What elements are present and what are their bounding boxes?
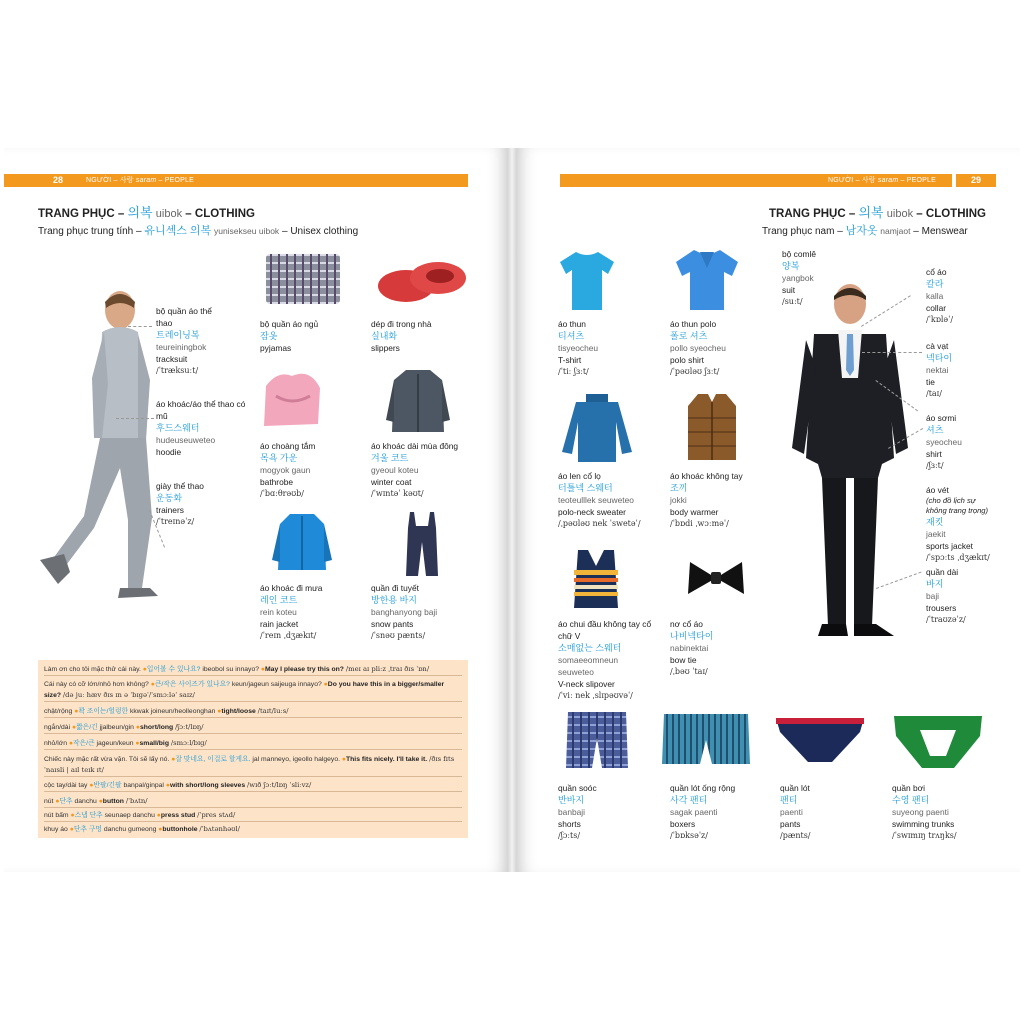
phrase-rom: seunaep danchu [104,812,155,819]
phrase-ipa: /ˈpres stʌd/ [197,811,236,819]
label-rom: syeocheu [926,437,962,447]
item-en: polo shirt [670,355,704,365]
item-body-warmer [670,470,788,530]
label-ipa: /ˈspɔːts ˌdʒækɪt/ [926,553,990,562]
item-en: swimming trunks [892,819,955,829]
label-rom: hudeuseuweteo [156,435,216,445]
phrase-ko: 꽉 조이는/헐렁한 [78,708,129,715]
item-ko: 겨울 코트 [371,453,409,463]
phrase-vi: chật/rộng [44,708,73,715]
label-ko: 트레이닝복 [156,330,200,340]
item-en: T-shirt [558,355,582,365]
item-ipa: /ˈreɪn ˌdʒækɪt/ [260,631,317,640]
item-vi: dép đi trong nhà [371,319,432,329]
label-vi: cà vạt [926,341,949,351]
phrase-en: buttonhole [162,826,198,833]
phrase-vi: cộc tay/dài tay [44,782,88,789]
item-ipa: /ˈsnəʊ pænts/ [371,631,426,640]
item-bathrobe [260,440,378,500]
item-en: rain jacket [260,619,299,629]
item-bow-tie [670,618,788,678]
item-vi: áo khoác không tay [670,471,743,481]
item-en: V-neck slipover [558,679,615,689]
label-en: trousers [926,603,957,613]
item-ko: 조끼 [670,483,688,493]
pants-illustration [774,714,866,766]
item-vi: áo khoác dài mùa đông [371,441,459,451]
item-ko: 사각 팬티 [670,795,708,805]
item-ko: 실내화 [371,331,398,341]
polo-shirt-illustration [674,246,740,312]
label-ko: 후드스웨터 [156,423,200,433]
phrase-ko: 작은/큰 [72,740,95,747]
label-vi: áo sơmi [926,413,957,423]
phrase-row: Cái này có cỡ lớn/nhỏ hơn không? ●큰/작은 사이즈가 있나요? keun/jageun saijeuga innayo? ●Do you have this in a bigger/smaller size? /də juː hæv ðɪs ɪn ə ˈbɪgəˈ/ˈsmɔːləˈ saɪz/ [44,680,462,702]
phrase-vi: nút bấm [44,812,69,819]
phrase-row: khuy áo ●단추 구멍 danchu gumeong ●buttonhole /ˈbʌtənhəʊl/ [44,825,240,833]
item-en: slippers [371,343,400,353]
label-rom: nektai [926,365,949,375]
phrase-rom: danchu gumeong [103,826,157,833]
phrase-ipa: /taɪt/luːs/ [257,707,289,715]
phrase-row: nút bấm ●스냅 단추 seunaep danchu ●press stud /ˈpres stʌd/ [44,810,462,822]
item-winter-coat [371,440,489,500]
item-rom: rein koteu [260,607,297,617]
subtitle-ko: 유니섹스 의복 [144,225,212,237]
phrase-vi: Làm ơn cho tôi mặc thử cái này. [44,666,141,673]
page-title: TRANG PHỤC – 의복 uibok – CLOTHING [38,205,255,220]
item-rain-jacket [260,582,378,642]
header-en: PEOPLE [906,177,936,184]
phrase-ko: 잘 맞네요, 이걸로 할게요. [175,756,251,763]
item-vi: quần bơi [892,783,925,793]
page-title: TRANG PHỤC – 의복 uibok – CLOTHING [769,205,986,220]
phrase-rom: keun/jageun saijeuga innayo? [231,681,322,688]
phrase-en: press stud [160,812,196,819]
item-vi: áo len cổ lọ [558,471,601,481]
label-en: hoodie [156,447,182,457]
label-ko: 넥타이 [926,353,953,363]
item-ko: 팬티 [780,795,798,805]
phrase-rom: danchu [74,798,97,805]
item-vi: quần lót [780,783,810,793]
item-rom: sagak paenti [670,807,718,817]
item-boxers [670,782,788,842]
leader-line [116,418,154,419]
phrase-ipa: /ʃɔːt/lɒŋ/ [175,723,204,731]
item-ipa: /ˈbɒksəˈz/ [670,831,708,840]
label-en: trainers [156,505,184,515]
phrase-row: cộc tay/dài tay ●반팔/긴팔 banpal/ginpal ●with short/long sleeves /wɪð ʃɔːt/lɒŋ ˈsliːvz/ [44,780,462,792]
subtitle-vi: Trang phục nam [762,226,835,237]
header-ko: 사람 [861,177,876,184]
phrase-en: This fits nicely. I'll take it. [346,756,428,763]
title-ko: 의복 [127,205,153,220]
label-shirt [926,412,1012,472]
v-neck-slipover-illustration [570,546,622,610]
item-rom: mogyok gaun [260,465,311,475]
phrase-en: short/long [139,724,174,731]
item-ipa: /ˈtiː ʃɜːt/ [558,367,589,376]
item-vi: nơ cổ áo [670,619,703,629]
open-book [4,148,1020,872]
item-pyjamas [260,318,378,354]
label-ko: 칼라 [926,279,944,289]
phrase-row: Làm ơn cho tôi mặc thử cái này. ●입어볼 수 있나요? ibeobol su innayo? ●May I please try this on? /meɪ aɪ pliːz ˌtraɪ ðɪs ˈɒn/ [44,664,462,676]
label-ipa: /suːt/ [782,297,803,306]
item-ipa: /ˈwɪntəˈ kəʊt/ [371,489,424,498]
label-hoodie [156,398,256,458]
item-rom: teoteulllek seuweteo [558,495,634,505]
phrase-box [38,660,468,838]
item-rom: pollo syeocheu [670,343,726,353]
item-swimming-trunks [892,782,1010,842]
item-ko: 티셔츠 [558,331,585,341]
item-ipa: /ˈbɒdi ˌwɔːməˈ/ [670,519,729,528]
phrase-rom: jal manneyo, igeollo halgeyo. [252,756,340,763]
snow-pants-illustration [402,510,442,578]
item-vi: quần lót ống rộng [670,783,736,793]
phrase-vi: Cái này có cỡ lớn/nhỏ hơn không? [44,681,149,688]
phrase-row: Chiếc này mặc rất vừa vặn. Tôi sẽ lấy nó. ●잘 맞네요, 이걸로 할게요. jal manneyo, igeollo halgeyo. ●This fits nicely. I'll take it. /ðɪs fɪts ˈnaɪsli | aɪl teɪk ɪt/ [44,754,462,777]
label-vi: bộ comlê [782,249,816,259]
subtitle-vi: Trang phục trung tính [38,226,134,237]
body-warmer-illustration [684,390,740,462]
item-ipa: /ˈbɑːθrəʊb/ [260,489,304,498]
phrase-en: button [102,798,124,805]
phrase-ipa: /ðɪs fɪts ˈnaɪsli | aɪl teɪk ɪt/ [44,755,455,774]
polo-neck-sweater-illustration [558,392,636,464]
label-en: sports jacket [926,541,974,551]
phrase-ko: 짧은/긴 [76,724,98,731]
item-ko: 폴로 셔츠 [670,331,708,341]
phrase-rom: kkwak joineun/heolleonghan [129,708,216,715]
phrase-ipa: /ˈbʌtn/ [125,797,148,805]
header-ko: 사람 [119,177,134,184]
shorts-illustration [564,708,630,774]
label-en: shirt [926,449,942,459]
header-rom: saram [877,177,899,184]
label-vi: giày thể thao [156,481,204,491]
label-ipa: /ˈtreɪnəˈz/ [156,517,195,526]
label-rom: baji [926,591,940,601]
item-ko: 나비넥타이 [670,631,714,641]
label-ko: 바지 [926,579,944,589]
leader-line [862,352,922,353]
phrase-row: ngắn/dài ●짧은/긴 jjalbeun/gin ●short/long /ʃɔːt/lɒŋ/ [44,722,462,734]
label-ipa: /ˈtraʊzəˈz/ [926,615,966,624]
item-ipa: /ˈviː nek ˌslɪpəʊvəˈ/ [558,691,633,700]
label-vi: quần dài [926,567,959,577]
item-rom: gyeoul koteu [371,465,419,475]
label-en: suit [782,285,796,295]
bathrobe-illustration [258,366,326,432]
label-tracksuit [156,305,256,377]
label-rom: teureiningbok [156,342,207,352]
title-en: CLOTHING [194,208,255,220]
item-ko: 잠옷 [260,331,278,341]
phrase-row: nút ●단추 danchu ●button /ˈbʌtn/ [44,796,462,808]
label-trousers [926,566,1012,626]
item-rom: paenti [780,807,803,817]
phrase-vi: nút [44,798,54,805]
phrase-ko: 큰/작은 사이즈가 있나요? [154,681,230,688]
phrase-ipa: /ˈbʌtənhəʊl/ [199,825,240,833]
man-tracksuit-illustration [34,288,174,618]
item-ko: 레인 코트 [260,595,298,605]
title-vi: TRANG PHỤC [38,208,115,220]
item-en: shorts [558,819,581,829]
phrase-en: Do you have this in a bigger/smaller size? [44,681,445,699]
label-ipa: /ˈtræksuːt/ [156,366,199,375]
item-rom: somaeeomneun seuweteo [558,655,619,677]
pyjamas-illustration [262,246,346,310]
man-suit-illustration [786,278,914,648]
phrase-ipa: /wɪð ʃɔːt/lɒŋ ˈsliːvz/ [247,781,312,789]
label-vi: áo khoác/áo thể thao có mũ [156,399,246,421]
label-suit [782,248,862,308]
subtitle-en: Menswear [921,226,968,237]
item-en: polo-neck sweater [558,507,626,517]
item-ipa: /ˈswɪmɪŋ trʌŋks/ [892,831,957,840]
label-rom: yangbok [782,273,814,283]
phrase-en: with short/long sleeves [169,782,246,789]
item-en: bathrobe [260,477,294,487]
label-vi: áo vét [926,485,949,495]
label-tie [926,340,1012,400]
phrase-vi: Chiếc này mặc rất vừa vặn. Tôi sẽ lấy nó. [44,756,170,763]
phrase-ko: 단추 구멍 [73,826,102,833]
phrase-en: small/big [139,740,169,747]
label-rom: kalla [926,291,944,301]
item-rom: nabinektai [670,643,709,653]
item-rom: banghanyong baji [371,607,438,617]
label-vi-note: (cho đồ lịch sự không trang trọng) [926,496,989,515]
header-vi: NGƯỜI [828,177,854,184]
slippers-illustration [376,254,470,306]
winter-coat-illustration [384,366,452,436]
item-ko: 수영 팬티 [892,795,930,805]
phrase-vi: khuy áo [44,826,68,833]
subtitle-ko: 남자옷 [845,225,878,237]
left-page [4,148,508,872]
item-en: snow pants [371,619,414,629]
phrase-ko: 스냅 단추 [74,812,103,819]
phrase-ipa: /meɪ aɪ pliːz ˌtraɪ ðɪs ˈɒn/ [345,665,430,673]
item-polo-shirt [670,318,788,378]
phrase-rom: banpal/ginpal [123,782,164,789]
item-vi: áo khoác đi mưa [260,583,323,593]
phrase-rom: jjalbeun/gin [99,724,134,731]
phrase-row: nhỏ/lớn ●작은/큰 jageun/keun ●small/big /smɔːl/bɪg/ [44,738,462,750]
label-rom: jaekit [926,529,946,539]
page-subtitle: Trang phục nam – 남자옷 namjaot – Menswear [762,225,968,237]
item-en: body warmer [670,507,719,517]
label-en: tie [926,377,935,387]
label-en: collar [926,303,947,313]
item-ko: 반바지 [558,795,585,805]
header-vi: NGƯỜI [86,177,112,184]
swimming-trunks-illustration [890,712,986,772]
label-trainers [156,480,256,528]
title-vi: TRANG PHỤC [769,208,846,220]
phrase-rom: jageun/keun [96,740,134,747]
item-en: pants [780,819,801,829]
phrase-en: tight/loose [221,708,256,715]
item-vi: áo choàng tắm [260,441,316,451]
label-ipa: /ˈkɒləˈ/ [926,315,954,324]
t-shirt-illustration [558,248,616,312]
item-rom: tisyeocheu [558,343,599,353]
item-ko: 방한용 바지 [371,595,417,605]
title-en: CLOTHING [925,208,986,220]
item-vi: quần soóc [558,783,597,793]
label-vi: bộ quần áo thể thao [156,306,212,328]
header-en: PEOPLE [164,177,194,184]
item-en: pyjamas [260,343,292,353]
phrase-row: chật/rộng ●꽉 조이는/헐렁한 kkwak joineun/heolleonghan ●tight/loose /taɪt/luːs/ [44,706,462,718]
item-polo-neck-sweater [558,470,676,530]
phrase-ipa: /smɔːl/bɪg/ [170,739,207,747]
item-vi: áo chui đầu không tay cổ chữ V [558,619,652,641]
title-rom: uibok [155,208,183,220]
label-ipa: /ʃɜːt/ [926,461,944,470]
boxers-illustration [660,710,752,770]
phrase-ko: 단추 [59,798,73,805]
label-ko: 셔츠 [926,425,944,435]
item-vi: áo thun polo [670,319,717,329]
item-ipa: /ˈpəʊləʊ ʃɜːt/ [670,367,720,376]
item-rom: suyeong paenti [892,807,949,817]
item-vi: bộ quần áo ngủ [260,319,319,329]
label-en: tracksuit [156,354,188,364]
phrase-rom: ibeobol su innayo? [202,666,260,673]
phrase-ko: 입어볼 수 있나요? [146,666,201,673]
item-t-shirt [558,318,676,378]
item-ipa: /ʃɔːts/ [558,831,581,840]
bow-tie-illustration [686,558,746,598]
item-slippers [371,318,489,354]
label-sports-jacket [926,484,1014,564]
item-ko: 목욕 가운 [260,453,298,463]
right-page [516,148,1020,872]
leader-line [128,326,152,327]
phrase-en: May I please try this on? [265,666,344,673]
item-shorts [558,782,676,842]
item-en: bow tie [670,655,697,665]
subtitle-en: Unisex clothing [290,226,359,237]
item-ko: 터틀넥 스웨터 [558,483,613,493]
item-rom: banbaji [558,807,586,817]
label-ko: 재킷 [926,517,944,527]
page-subtitle: Trang phục trung tính – 유니섹스 의복 yuniseksеu uibok – Unisex clothing [38,225,359,237]
item-snow-pants [371,582,489,642]
running-header: NGƯỜI – 사람 saram – PEOPLE [828,177,936,184]
phrase-ko: 반팔/긴팔 [93,782,122,789]
subtitle-rom: namjaot [880,226,911,236]
item-ipa: /ˌpəʊləʊ nek ˈswetəˈ/ [558,519,641,528]
item-ko: 소매없는 스웨터 [558,643,622,653]
label-ko: 운동화 [156,493,183,503]
item-en: winter coat [371,477,412,487]
title-rom: uibok [886,208,914,220]
label-ipa: /taɪ/ [926,389,942,398]
page-number: 29 [956,174,996,187]
item-vi: quần đi tuyết [371,583,419,593]
item-ipa: /pænts/ [780,831,811,840]
item-rom: jokki [670,495,687,505]
subtitle-rom: yuniseksеu uibok [213,226,280,236]
label-ko: 양복 [782,261,800,271]
item-en: boxers [670,819,696,829]
label-vi: cổ áo [926,267,947,277]
phrase-ipa: /də juː hæv ðɪs ɪn ə ˈbɪgəˈ/ˈsmɔːləˈ saɪz/ [62,691,195,699]
page-number: 28 [38,174,78,187]
running-header: NGƯỜI – 사람 saram – PEOPLE [86,177,194,184]
book-gutter [508,148,516,872]
item-ipa: /ˌbəʊ ˈtaɪ/ [670,667,708,676]
label-collar [926,266,1012,326]
item-pants [780,782,898,842]
item-vi: áo thun [558,319,586,329]
header-rom: saram [135,177,157,184]
title-ko: 의복 [858,205,884,220]
phrase-vi: nhỏ/lớn [44,740,67,747]
phrase-vi: ngắn/dài [44,724,71,731]
rain-jacket-illustration [272,510,332,576]
item-v-neck-slipover [558,618,676,702]
